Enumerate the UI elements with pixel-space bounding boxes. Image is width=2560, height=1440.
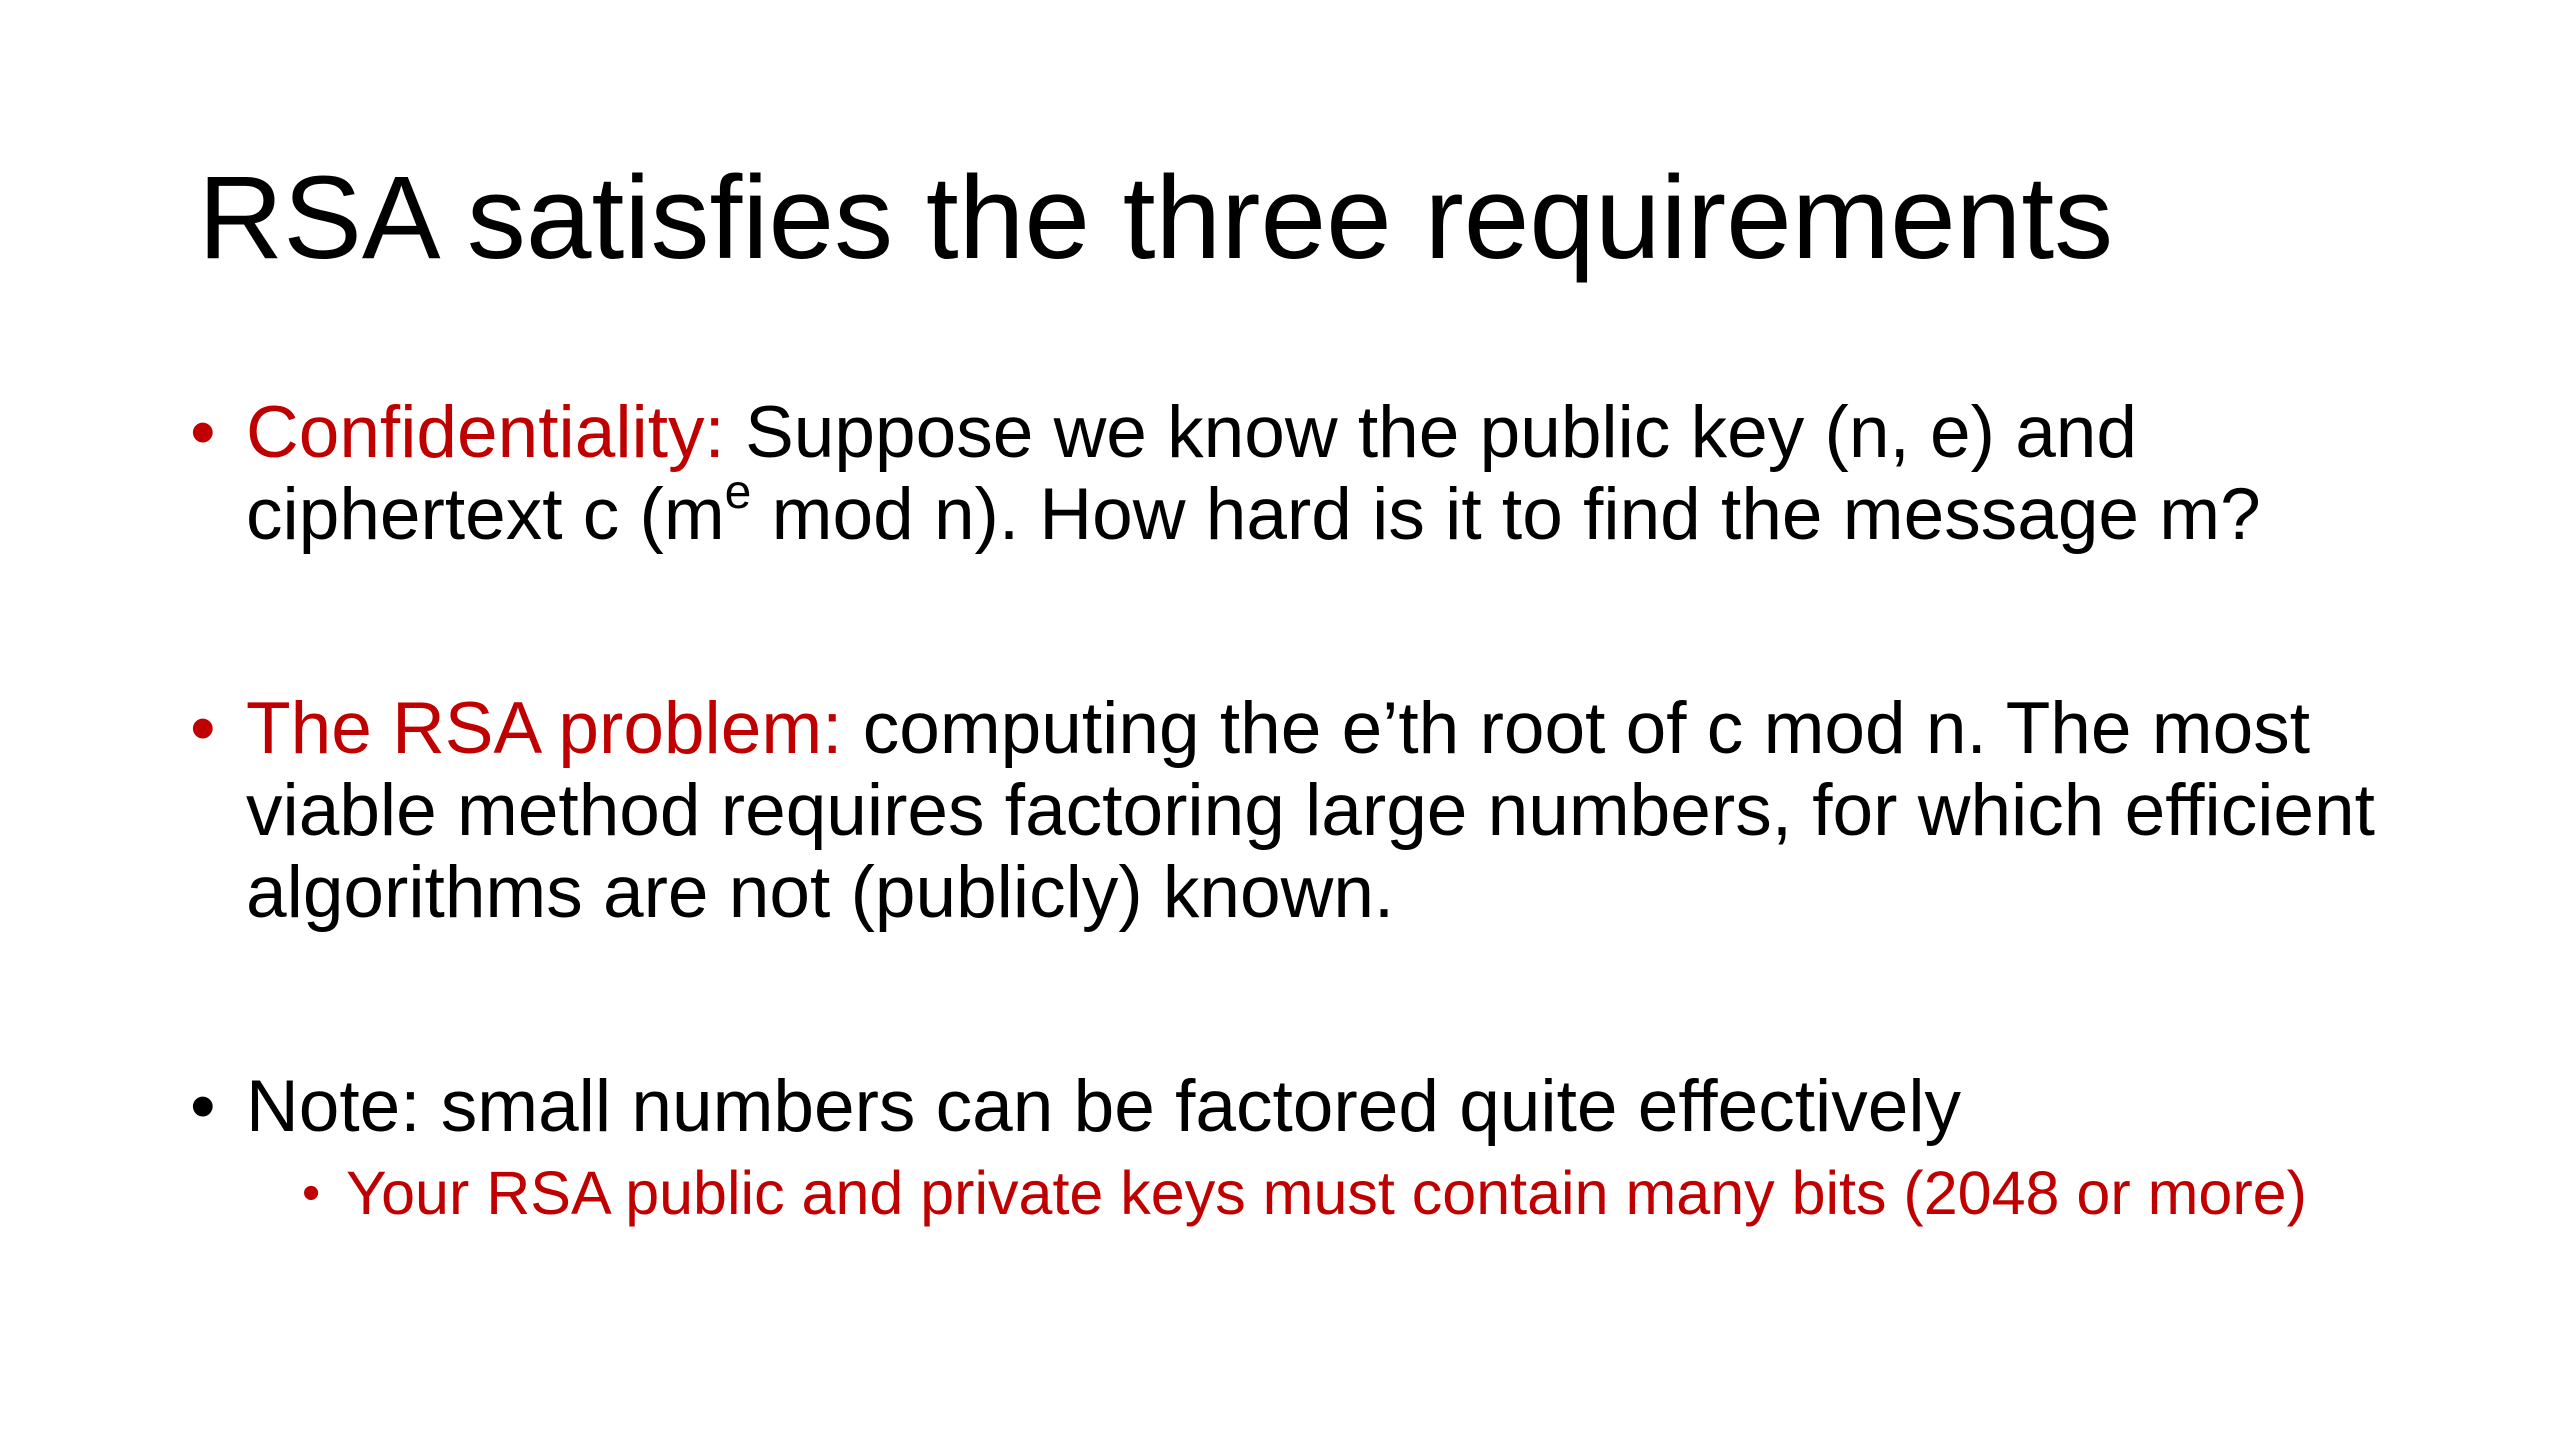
sub-bullet-text: Your RSA public and private keys must contain many bits (2048 or more): [346, 1159, 2307, 1227]
bullet-text-continued: mod n). How hard is it to find the message m?: [751, 474, 2261, 555]
bullet-list: [190, 392, 2470, 1230]
bullet-marker: •: [190, 1066, 216, 1147]
sub-bullet-key-size: [302, 1156, 2470, 1230]
bullet-text: Note: small numbers can be factored quite effectively: [246, 1066, 1962, 1147]
bullet-text: computing the e’th root of c mod n. The most viable method requires factoring large numbers, for which efficient algorithms are not (publicly) known.: [246, 688, 2375, 933]
bullet-rsa-problem: [190, 688, 2470, 934]
bullet-label: Confidentiality:: [246, 392, 725, 473]
sub-bullet-marker: •: [302, 1164, 321, 1222]
bullet-confidentiality: [190, 392, 2470, 556]
bullet-marker: •: [190, 392, 216, 473]
bullet-label: The RSA problem:: [246, 688, 843, 769]
bullet-note: [190, 1066, 2470, 1230]
bullet-text: Suppose we know the public key (n, e) and ciphertext c (m: [246, 392, 2137, 555]
slide-title: RSA satisfies the three requirements: [198, 152, 2114, 284]
exponent: e: [724, 465, 752, 519]
bullet-marker: •: [190, 688, 216, 769]
